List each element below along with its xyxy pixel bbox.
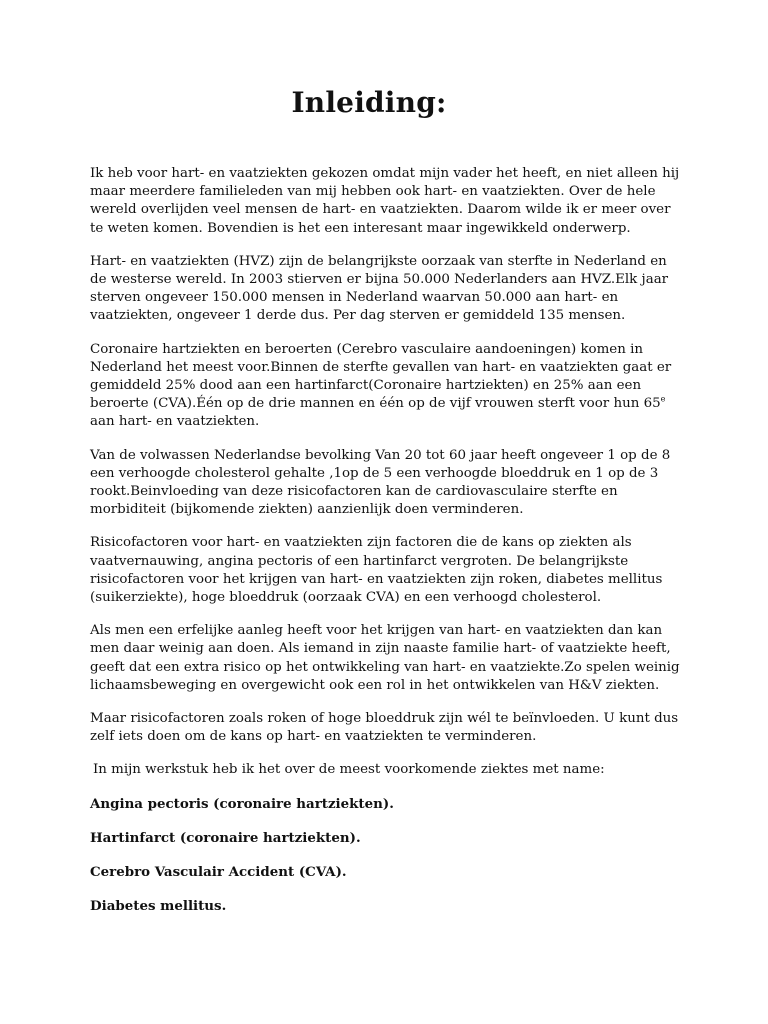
paragraph-intro-list: In mijn werkstuk heb ik het over de meest voorkomende ziektes met name: bbox=[93, 762, 605, 778]
paragraph-population: Van de volwassen Nederlandse bevolking Van 20 tot 60 jaar heeft ongeveer 1 op de 8 een verhoogde cholesterol gehalte ,1op de 5 een verhoogde bloeddruk en 1 op de 3 rookt.Beinvloeding van deze risicofactoren kan de cardiovasculaire sterfte en morbiditeit (bijkomende ziekten) aanzienlijk doen verminderen. bbox=[90, 447, 671, 518]
list-item-infarct: Hartinfarct (coronaire hartziekten). bbox=[90, 829, 361, 846]
paragraph-risk-factors: Risicofactoren voor hart- en vaatziekten zijn factoren die de kans op ziekten als vaatvernauwing, angina pectoris of een hartinfarct vergroten. De belangrijkste risicofactoren voor het krijgen van hart- en vaatziekten zijn roken, diabetes mellitus (suikerziekte), hoge bloeddruk (oorzaak CVA) en een verhoogd cholesterol. bbox=[90, 535, 663, 606]
paragraph-coronary bbox=[90, 341, 682, 432]
paragraph-motivation: Ik heb voor hart- en vaatziekten gekozen omdat mijn vader het heeft, en niet alleen hij maar meerdere familieleden van mij hebben ook hart- en vaatziekten. Over de hele wereld overlijden veel mensen de hart- en vaatziekten. Daarom wilde ik er meer over te weten komen. Bovendien is het een interesant maar ingewikkeld onderwerp. bbox=[90, 166, 680, 236]
document-body bbox=[90, 165, 682, 932]
superscript-e: e bbox=[660, 394, 666, 404]
list-item-diabetes: Diabetes mellitus. bbox=[90, 898, 227, 915]
paragraph-influence: Maar risicofactoren zoals roken of hoge bloeddruk zijn wél te beïnvloeden. U kunt dus zelf iets doen om de kans op hart- en vaatziekten te verminderen. bbox=[90, 711, 679, 745]
list-item-cva: Cerebro Vasculair Accident (CVA). bbox=[90, 864, 347, 881]
list-item-angina: Angina pectoris (coronaire hartziekten). bbox=[90, 795, 394, 812]
paragraph-heredity: Als men een erfelijke aanleg heeft voor het krijgen van hart- en vaatziekten dan kan men daar weinig aan doen. Als iemand in zijn naaste familie hart- of vaatziekte heeft, geeft dat een extra risico op het ontwikkeling van hart- en vaatziekte.Zo spelen weinig lichaamsbeweging en overgewicht ook een rol in het ontwikkelen van H&V ziekten. bbox=[90, 623, 680, 693]
paragraph-coronary-text: Coronaire hartziekten en beroerten (Cerebro vasculaire aandoeningen) komen in Nederland het meest voor.Binnen de sterfte gevallen van hart- en vaatziekten gaat er gemiddeld 25% dood aan een hartinfarct(Coronaire hartziekten) en 25% aan een beroerte (CVA).Één op de drie mannen en één op de vijf vrouwen sterft voor hun 65 bbox=[90, 341, 672, 412]
paragraph-coronary-tail: aan hart- en vaatziekten. bbox=[90, 414, 260, 430]
page-title: Inleiding: bbox=[291, 86, 447, 119]
paragraph-statistics: Hart- en vaatziekten (HVZ) zijn de belangrijkste oorzaak van sterfte in Nederland en de westerse wereld. In 2003 stierven er bijna 50.000 Nederlanders aan HVZ.Elk jaar sterven ongeveer 150.000 mensen in Nederland waarvan 50.000 aan hart- en vaatziekten, ongeveer 1 derde dus. Per dag sterven er gemiddeld 135 mensen. bbox=[90, 253, 669, 324]
document-page bbox=[90, 0, 682, 1024]
